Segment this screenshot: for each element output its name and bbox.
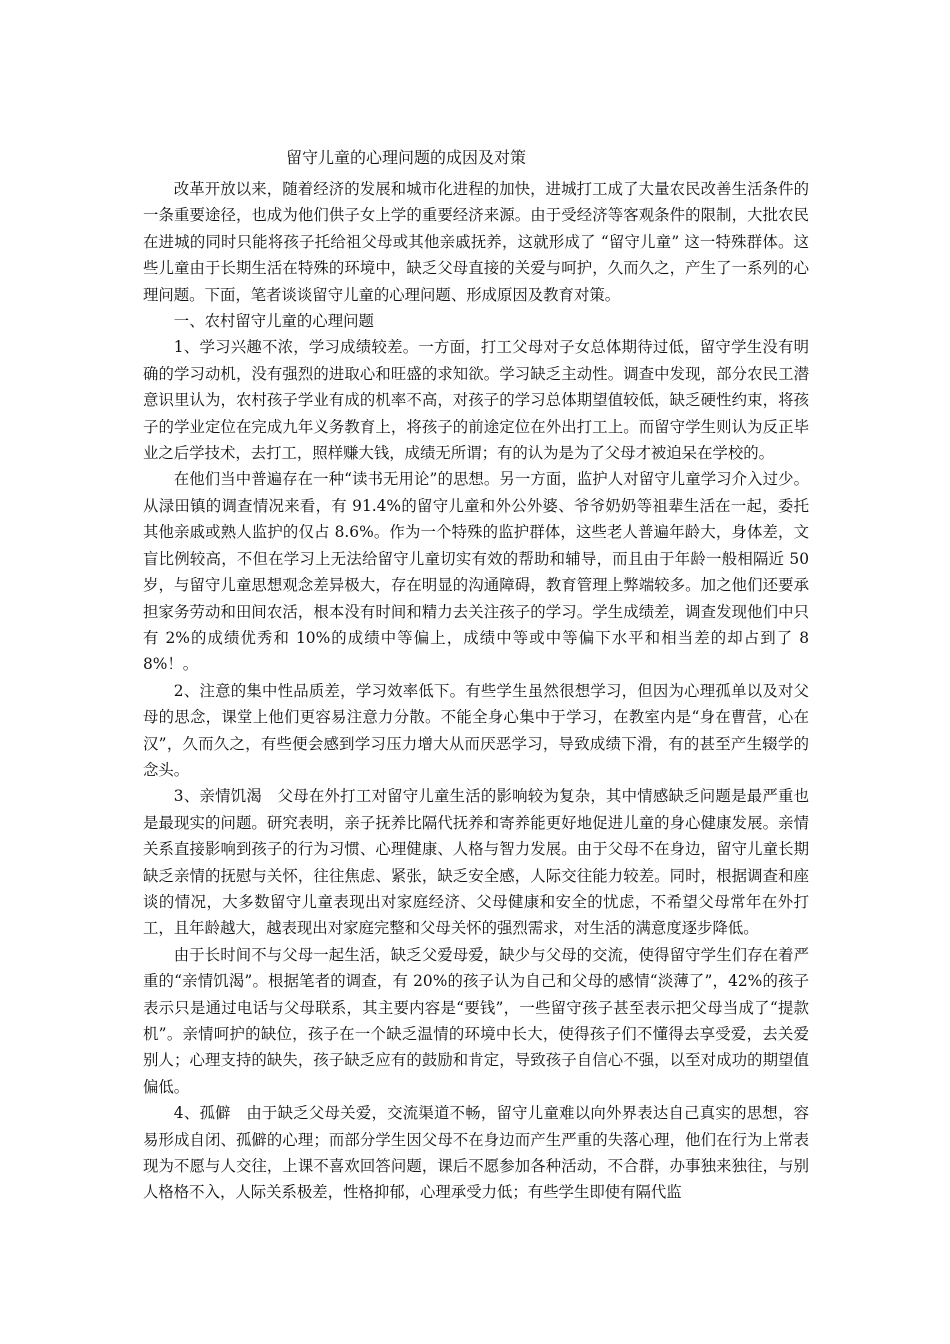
paragraph-parent-contact: 由于长时间不与父母一起生活，缺乏父爱母爱，缺少与父母的交流，使得留守学生们存在着严重的“亲情饥渴”。根据笔者的调查，有 20%的孩子认为自己和父母的感情“淡薄了”，42%的孩子表示只是通过电话与父母联系，其主要内容是“要钱”，一些留守孩子甚至表示把父母当成了“提款机”。亲情呵护的缺位，孩子在一个缺乏温情的环境中长大，使得孩子们不懂得去享受爱，去关爱别人；心理支持的缺失，孩子缺乏应有的鼓励和肯定，导致孩子自信心不强，以至对成功的期望值偏低。	[143, 945, 809, 1096]
document-title: 留守儿童的心理问题的成因及对策	[286, 148, 527, 167]
paragraph-affection-thirst: 3、亲情饥渴 父母在外打工对留守儿童生活的影响较为复杂，其中情感缺乏问题是最严重也是最现实的问题。研究表明，亲子抚养比隔代抚养和寄养能更好地促进儿童的身心健康发展。亲情关系直接影响到孩子的行为习惯、心理健康、人格与智力发展。由于父母不在身边，留守儿童长期缺乏亲情的抚慰与关怀，往往焦虑、紧张，缺乏安全感，人际交往能力较差。同时，根据调查和座谈的情况，大多数留守儿童表现出对家庭经济、父母健康和安全的忧虑，不希望父母常年在外打工，且年龄越大，越表现出对家庭完整和父母关怀的强烈需求，对生活的满意度逐步降低。	[143, 787, 809, 938]
paragraph-isolation: 4、孤僻 由于缺乏父母关爱，交流渠道不畅，留守儿童难以向外界表达自己真实的思想，容易形成自闭、孤僻的心理；而部分学生因父母不在身边而产生严重的失落心理，他们在行为上常表现为不愿与人交往，上课不喜欢回答问题，课后不愿参加各种活动，不合群，办事独来独往，与别人格格不入，人际关系极差，性格抑郁，心理承受力低；有些学生即使有隔代监	[143, 1104, 809, 1202]
paragraph-attention: 2、注意的集中性品质差，学习效率低下。有些学生虽然很想学习，但因为心理孤单以及对父母的思念，课堂上他们更容易注意力分散。不能全身心集中于学习，在教室内是“身在曹营，心在汉”，久而久之，有些便会感到学习压力增大从而厌恶学习，导致成绩下滑，有的甚至产生辍学的念头。	[143, 681, 809, 779]
section-heading-1: 一、农村留守儿童的心理问题	[173, 312, 374, 331]
document-body	[143, 144, 809, 1206]
paragraph-learning-interest: 1、学习兴趣不浓，学习成绩较差。一方面，打工父母对子女总体期待过低，留守学生没有明确的学习动机，没有强烈的进取心和旺盛的求知欲。学习缺乏主动性。调查中发现，部分农民工潜意识里认为，农村孩子学业有成的机率不高，对孩子的学习总体期望值较低，缺乏硬性约束，将孩子的学业定位在完成九年义务教育上，将孩子的前途定位在外出打工上。而留守学生则认为反正毕业之后学技术，去打工，照样赚大钱，成绩无所谓；有的认为是为了父母才被迫呆在学校的。	[143, 338, 809, 463]
paragraph-guardian-survey: 在他们当中普遍存在一种“读书无用论”的思想。另一方面，监护人对留守儿童学习介入过少。从渌田镇的调查情况来看，有 91.4%的留守儿童和外公外婆、爷爷奶奶等祖辈生活在一起，委托其他亲戚或熟人监护的仅占 8.6%。作为一个特殊的监护群体，这些老人普遍年龄大，身体差，文盲比例较高，不但在学习上无法给留守儿童切实有效的帮助和辅导，而且由于年龄一般相隔近 50 岁，与留守儿童思想观念差异极大，存在明显的沟通障碍，教育管理上弊端较多。加之他们还要承担家务劳动和田间农活，根本没有时间和精力去关注孩子的学习。学生成绩差，调查发现他们中只有 2%的成绩优秀和 10%的成绩中等偏上，成绩中等或中等偏下水平和相当差的却占到了 88%！。	[143, 470, 809, 674]
paragraph-intro: 改革开放以来，随着经济的发展和城市化进程的加快，进城打工成了大量农民改善生活条件的一条重要途径，也成为他们供子女上学的重要经济来源。由于受经济等客观条件的限制，大批农民在进城的同时只能将孩子托给祖父母或其他亲戚抚养，这就形成了 “留守儿童” 这一特殊群体。这些儿童由于长期生活在特殊的环境中，缺乏父母直接的关爱与呵护，久而久之，产生了一系列的心理问题。下面，笔者谈谈留守儿童的心理问题、形成原因及教育对策。	[143, 180, 809, 304]
